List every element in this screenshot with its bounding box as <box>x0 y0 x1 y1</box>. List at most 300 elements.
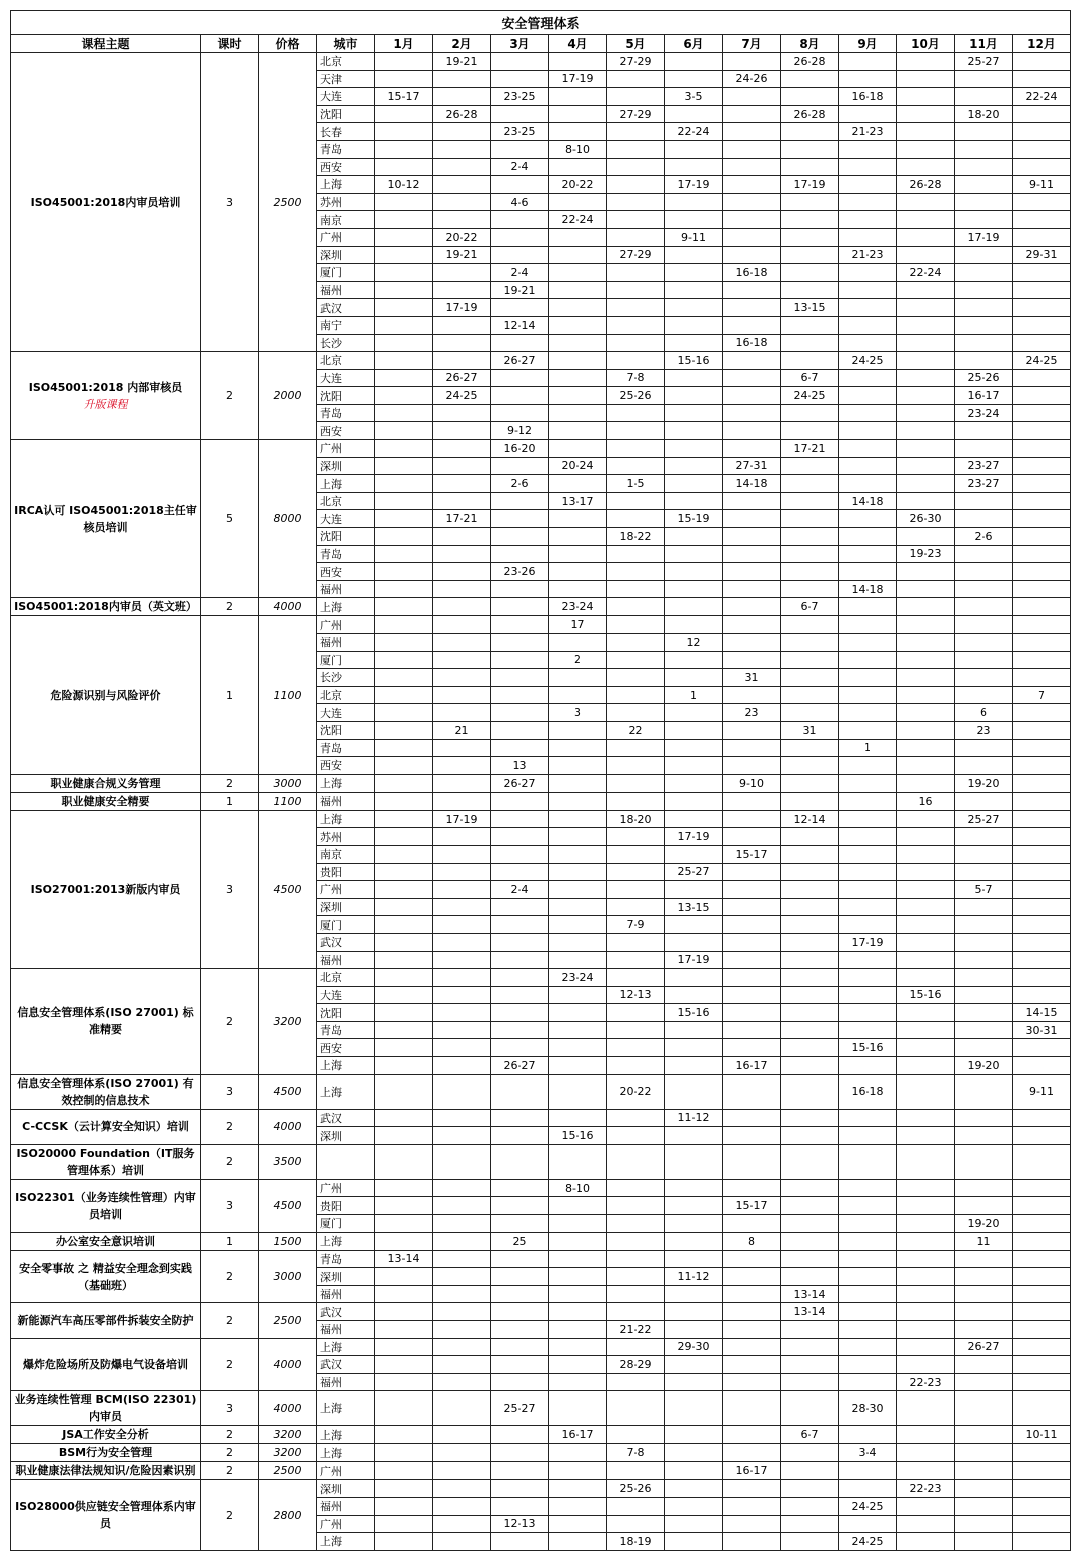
date-cell: 25-27 <box>955 53 1013 71</box>
date-cell <box>897 1004 955 1022</box>
date-cell <box>955 1250 1013 1268</box>
date-cell <box>433 1021 491 1039</box>
date-cell: 16-17 <box>723 1462 781 1480</box>
date-cell <box>549 1373 607 1391</box>
date-cell <box>665 1179 723 1197</box>
date-cell <box>433 616 491 634</box>
city-cell <box>317 1144 375 1179</box>
course-hours: 3 <box>201 1391 259 1426</box>
date-cell <box>955 88 1013 106</box>
course-hours: 2 <box>201 352 259 440</box>
date-cell <box>549 1462 607 1480</box>
date-cell <box>607 686 665 704</box>
date-cell <box>375 828 433 846</box>
date-cell <box>433 334 491 352</box>
course-price: 4000 <box>259 1109 317 1144</box>
date-cell <box>897 951 955 969</box>
date-cell <box>781 1268 839 1286</box>
date-cell <box>491 1179 549 1197</box>
date-cell <box>897 810 955 828</box>
date-cell: 12 <box>665 634 723 652</box>
date-cell <box>607 651 665 669</box>
date-cell <box>781 123 839 141</box>
date-cell <box>375 1338 433 1356</box>
date-cell: 21 <box>433 721 491 739</box>
date-cell: 2-4 <box>491 881 549 899</box>
date-cell <box>549 686 607 704</box>
date-cell <box>897 316 955 334</box>
date-cell <box>433 916 491 934</box>
date-cell <box>897 457 955 475</box>
date-cell <box>839 387 897 405</box>
date-cell: 19-21 <box>433 246 491 264</box>
date-cell <box>433 1356 491 1374</box>
date-cell <box>839 951 897 969</box>
date-cell <box>433 774 491 792</box>
date-cell <box>1013 70 1071 88</box>
course-name: 职业健康安全精要 <box>61 794 150 808</box>
date-cell <box>1013 211 1071 229</box>
date-cell: 9-11 <box>1013 176 1071 194</box>
city-cell: 沈阳 <box>317 105 375 123</box>
course-price: 8000 <box>259 440 317 598</box>
date-cell <box>1013 916 1071 934</box>
date-cell <box>607 1303 665 1321</box>
date-cell <box>723 792 781 810</box>
date-cell <box>781 881 839 899</box>
date-cell <box>433 1444 491 1462</box>
date-cell: 19-21 <box>491 281 549 299</box>
date-cell <box>897 828 955 846</box>
date-cell <box>549 1338 607 1356</box>
city-cell: 深圳 <box>317 1127 375 1145</box>
course-name: 职业健康法律法规知识/危险因素识别 <box>15 1464 196 1478</box>
date-cell <box>781 1373 839 1391</box>
column-header: 11月 <box>955 35 1013 53</box>
date-cell: 17-19 <box>839 933 897 951</box>
date-cell <box>897 686 955 704</box>
date-cell <box>491 651 549 669</box>
date-cell: 16-18 <box>839 1074 897 1109</box>
date-cell <box>607 1232 665 1250</box>
city-cell: 广州 <box>317 1462 375 1480</box>
date-cell <box>955 739 1013 757</box>
date-cell <box>433 1426 491 1444</box>
date-cell <box>723 1303 781 1321</box>
date-cell: 17-21 <box>433 510 491 528</box>
city-cell: 福州 <box>317 1285 375 1303</box>
date-cell <box>375 881 433 899</box>
course-name-cell <box>11 1303 201 1338</box>
date-cell <box>665 1497 723 1515</box>
date-cell <box>1013 1179 1071 1197</box>
table-row <box>11 1426 1071 1444</box>
date-cell <box>375 352 433 370</box>
course-price: 2500 <box>259 1303 317 1338</box>
date-cell <box>723 528 781 546</box>
date-cell: 23-25 <box>491 123 549 141</box>
table-body <box>11 53 1071 1551</box>
date-cell <box>607 492 665 510</box>
date-cell <box>491 1480 549 1498</box>
date-cell <box>781 634 839 652</box>
date-cell <box>433 1232 491 1250</box>
date-cell <box>1013 1480 1071 1498</box>
course-name-cell <box>11 969 201 1075</box>
course-name: 业务连续性管理 BCM(ISO 22301)内审员 <box>14 1393 197 1424</box>
date-cell <box>723 1127 781 1145</box>
date-cell <box>665 53 723 71</box>
city-cell: 武汉 <box>317 1109 375 1127</box>
date-cell: 7 <box>1013 686 1071 704</box>
date-cell <box>433 211 491 229</box>
date-cell <box>1013 457 1071 475</box>
course-name-cell <box>11 1232 201 1250</box>
date-cell <box>781 563 839 581</box>
date-cell <box>723 969 781 987</box>
date-cell <box>723 193 781 211</box>
date-cell <box>375 1232 433 1250</box>
city-cell: 上海 <box>317 1533 375 1551</box>
date-cell <box>781 986 839 1004</box>
date-cell <box>375 616 433 634</box>
date-cell <box>1013 1250 1071 1268</box>
date-cell <box>1013 1144 1071 1179</box>
city-cell: 上海 <box>317 1426 375 1444</box>
date-cell <box>665 1039 723 1057</box>
city-cell: 西安 <box>317 158 375 176</box>
course-hours: 3 <box>201 810 259 968</box>
course-hours: 1 <box>201 792 259 810</box>
date-cell: 26-27 <box>433 369 491 387</box>
date-cell <box>955 193 1013 211</box>
date-cell <box>375 792 433 810</box>
date-cell: 26-27 <box>491 352 549 370</box>
date-cell: 24-25 <box>839 352 897 370</box>
date-cell: 26-28 <box>781 53 839 71</box>
date-cell <box>781 1533 839 1551</box>
date-cell <box>433 686 491 704</box>
date-cell <box>607 951 665 969</box>
date-cell <box>375 246 433 264</box>
date-cell: 17-19 <box>665 176 723 194</box>
date-cell <box>607 176 665 194</box>
date-cell <box>549 53 607 71</box>
date-cell <box>607 422 665 440</box>
date-cell: 12-14 <box>781 810 839 828</box>
date-cell: 14-18 <box>839 580 897 598</box>
city-cell: 武汉 <box>317 933 375 951</box>
date-cell <box>665 264 723 282</box>
date-cell <box>897 757 955 775</box>
date-cell: 15-17 <box>723 845 781 863</box>
city-cell: 南京 <box>317 211 375 229</box>
date-cell <box>839 634 897 652</box>
date-cell <box>491 686 549 704</box>
date-cell <box>433 475 491 493</box>
header-row <box>11 35 1071 53</box>
table-row <box>11 1303 1071 1321</box>
date-cell <box>433 1004 491 1022</box>
date-cell <box>665 1321 723 1339</box>
date-cell: 17-21 <box>781 440 839 458</box>
date-cell <box>491 598 549 616</box>
date-cell <box>549 1039 607 1057</box>
date-cell <box>665 193 723 211</box>
date-cell <box>723 916 781 934</box>
date-cell <box>665 404 723 422</box>
city-cell: 青岛 <box>317 1250 375 1268</box>
city-cell: 上海 <box>317 1057 375 1075</box>
date-cell <box>955 1004 1013 1022</box>
date-cell <box>665 1515 723 1533</box>
date-cell <box>955 440 1013 458</box>
date-cell <box>897 492 955 510</box>
date-cell: 8-10 <box>549 140 607 158</box>
date-cell <box>723 739 781 757</box>
date-cell <box>1013 757 1071 775</box>
date-cell <box>839 528 897 546</box>
date-cell <box>897 1232 955 1250</box>
date-cell <box>433 1039 491 1057</box>
date-cell <box>781 193 839 211</box>
date-cell <box>375 1179 433 1197</box>
date-cell <box>491 1215 549 1233</box>
date-cell <box>723 1515 781 1533</box>
date-cell <box>549 881 607 899</box>
date-cell <box>1013 1391 1071 1426</box>
date-cell <box>549 528 607 546</box>
date-cell <box>839 1426 897 1444</box>
date-cell <box>665 1356 723 1374</box>
table-row <box>11 440 1071 458</box>
date-cell: 19-20 <box>955 1057 1013 1075</box>
date-cell <box>549 246 607 264</box>
date-cell <box>897 1338 955 1356</box>
date-cell <box>781 704 839 722</box>
course-price: 4000 <box>259 1391 317 1426</box>
date-cell <box>607 1039 665 1057</box>
city-cell: 贵阳 <box>317 863 375 881</box>
table-row <box>11 1109 1071 1127</box>
city-cell: 广州 <box>317 1179 375 1197</box>
date-cell <box>665 475 723 493</box>
date-cell <box>781 1179 839 1197</box>
date-cell: 26-27 <box>491 774 549 792</box>
date-cell <box>491 105 549 123</box>
date-cell <box>433 580 491 598</box>
date-cell <box>491 1373 549 1391</box>
date-cell <box>433 1462 491 1480</box>
course-name: 信息安全管理体系(ISO 27001) 有效控制的信息技术 <box>17 1076 194 1107</box>
city-cell: 上海 <box>317 810 375 828</box>
city-cell: 西安 <box>317 422 375 440</box>
date-cell: 16-18 <box>839 88 897 106</box>
city-cell: 福州 <box>317 1497 375 1515</box>
date-cell <box>781 140 839 158</box>
date-cell <box>549 1444 607 1462</box>
date-cell <box>491 828 549 846</box>
date-cell <box>433 158 491 176</box>
column-header: 价格 <box>259 35 317 53</box>
date-cell <box>1013 598 1071 616</box>
date-cell <box>723 510 781 528</box>
date-cell: 22-23 <box>897 1480 955 1498</box>
date-cell: 3-4 <box>839 1444 897 1462</box>
date-cell <box>781 1039 839 1057</box>
date-cell <box>375 475 433 493</box>
date-cell <box>839 563 897 581</box>
city-cell: 大连 <box>317 986 375 1004</box>
date-cell <box>433 986 491 1004</box>
date-cell <box>723 176 781 194</box>
date-cell <box>549 1321 607 1339</box>
date-cell: 17-19 <box>433 810 491 828</box>
date-cell <box>665 1373 723 1391</box>
date-cell <box>1013 1462 1071 1480</box>
city-cell: 深圳 <box>317 898 375 916</box>
date-cell <box>723 228 781 246</box>
course-name: 信息安全管理体系(ISO 27001) 标准精要 <box>17 1006 194 1037</box>
date-cell <box>897 299 955 317</box>
date-cell <box>549 721 607 739</box>
date-cell <box>1013 1321 1071 1339</box>
city-cell: 深圳 <box>317 246 375 264</box>
date-cell <box>433 1144 491 1179</box>
date-cell <box>1013 281 1071 299</box>
date-cell <box>897 352 955 370</box>
date-cell: 2-4 <box>491 264 549 282</box>
date-cell: 1 <box>839 739 897 757</box>
date-cell <box>549 387 607 405</box>
date-cell: 15-17 <box>375 88 433 106</box>
date-cell: 12-13 <box>607 986 665 1004</box>
date-cell <box>955 1109 1013 1127</box>
date-cell: 11-12 <box>665 1268 723 1286</box>
date-cell <box>1013 739 1071 757</box>
date-cell <box>433 933 491 951</box>
date-cell <box>491 176 549 194</box>
column-header: 8月 <box>781 35 839 53</box>
date-cell <box>491 1074 549 1109</box>
date-cell <box>897 598 955 616</box>
date-cell <box>549 1057 607 1075</box>
date-cell <box>491 845 549 863</box>
date-cell <box>433 440 491 458</box>
date-cell <box>897 1391 955 1426</box>
date-cell <box>665 704 723 722</box>
date-cell <box>723 422 781 440</box>
date-cell: 15-19 <box>665 510 723 528</box>
date-cell <box>375 1215 433 1233</box>
date-cell <box>781 651 839 669</box>
date-cell <box>1013 951 1071 969</box>
date-cell <box>723 1109 781 1127</box>
date-cell <box>1013 1215 1071 1233</box>
date-cell <box>549 1109 607 1127</box>
date-cell <box>723 933 781 951</box>
date-cell <box>375 1039 433 1057</box>
date-cell <box>433 1179 491 1197</box>
date-cell <box>433 492 491 510</box>
date-cell <box>433 1515 491 1533</box>
date-cell <box>781 1197 839 1215</box>
date-cell <box>665 1057 723 1075</box>
date-cell <box>491 1426 549 1444</box>
date-cell <box>491 457 549 475</box>
date-cell <box>839 845 897 863</box>
date-cell <box>839 316 897 334</box>
date-cell <box>549 369 607 387</box>
date-cell <box>665 1074 723 1109</box>
course-hours: 2 <box>201 774 259 792</box>
course-price: 4500 <box>259 1179 317 1232</box>
date-cell <box>723 1497 781 1515</box>
date-cell <box>549 316 607 334</box>
date-cell <box>1013 721 1071 739</box>
course-name-cell <box>11 440 201 598</box>
date-cell <box>375 563 433 581</box>
date-cell <box>607 792 665 810</box>
date-cell <box>375 721 433 739</box>
date-cell <box>491 933 549 951</box>
date-cell <box>723 492 781 510</box>
date-cell: 2-6 <box>955 528 1013 546</box>
date-cell: 18-20 <box>955 105 1013 123</box>
date-cell <box>665 211 723 229</box>
date-cell <box>549 792 607 810</box>
date-cell <box>723 545 781 563</box>
date-cell <box>491 528 549 546</box>
table-row <box>11 1074 1071 1109</box>
table-row <box>11 810 1071 828</box>
date-cell <box>839 916 897 934</box>
course-price: 3000 <box>259 774 317 792</box>
date-cell <box>723 1338 781 1356</box>
date-cell: 2 <box>549 651 607 669</box>
date-cell <box>549 545 607 563</box>
date-cell <box>433 528 491 546</box>
date-cell <box>491 211 549 229</box>
date-cell <box>1013 792 1071 810</box>
date-cell <box>491 1268 549 1286</box>
date-cell <box>955 316 1013 334</box>
date-cell <box>781 264 839 282</box>
date-cell: 16-20 <box>491 440 549 458</box>
date-cell <box>781 1074 839 1109</box>
date-cell <box>955 158 1013 176</box>
date-cell: 23-24 <box>549 598 607 616</box>
date-cell <box>607 440 665 458</box>
date-cell <box>433 1074 491 1109</box>
date-cell <box>723 1039 781 1057</box>
city-cell: 厦门 <box>317 264 375 282</box>
date-cell <box>375 1109 433 1127</box>
date-cell <box>491 1321 549 1339</box>
date-cell <box>607 193 665 211</box>
date-cell <box>375 1497 433 1515</box>
date-cell <box>491 1197 549 1215</box>
date-cell <box>549 281 607 299</box>
date-cell <box>955 634 1013 652</box>
date-cell: 12-14 <box>491 316 549 334</box>
date-cell <box>607 211 665 229</box>
date-cell <box>375 1127 433 1145</box>
date-cell <box>607 1179 665 1197</box>
date-cell <box>549 158 607 176</box>
course-name: 职业健康合规义务管理 <box>50 776 161 790</box>
city-cell: 长沙 <box>317 334 375 352</box>
